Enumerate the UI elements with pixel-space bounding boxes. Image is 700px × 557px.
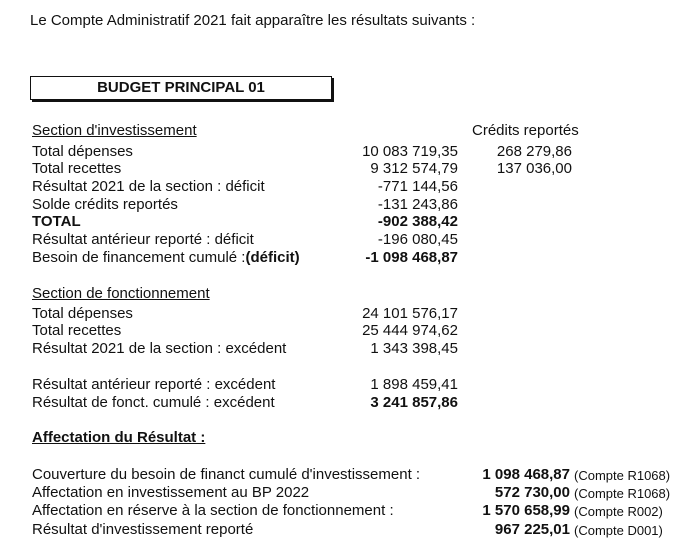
fonct-cumul-value: 3 241 857,86: [370, 394, 458, 411]
affectation-row-label: Résultat d'investissement reporté: [32, 521, 254, 538]
fonct-row-value: 24 101 576,17: [362, 305, 458, 322]
affectation-row-label: Couverture du besoin de financt cumulé d'investissement :: [32, 466, 421, 483]
invest-row-value: 9 312 574,79: [370, 160, 458, 177]
compte-ref: (Compte R1068): [574, 486, 671, 501]
affectation-row-label: Affectation en réserve à la section de fonctionnement :: [32, 502, 394, 519]
invest-total-value: -902 388,42: [377, 213, 458, 230]
intro-text: Le Compte Administratif 2021 fait apparaître les résultats suivants :: [30, 12, 476, 29]
fonct-row-value: 25 444 974,62: [362, 322, 458, 339]
fonct-row-value: 1 343 398,45: [370, 340, 458, 357]
invest-heading: Section d'investissement: [32, 122, 197, 139]
affectation-row-value: 967 225,01: [494, 521, 570, 538]
fonct-heading: Section de fonctionnement: [32, 285, 210, 302]
invest-row-label: Résultat 2021 de la section : déficit: [32, 178, 265, 195]
budget-title-box: BUDGET PRINCIPAL 01: [30, 76, 332, 100]
affectation-row-value: 1 098 468,87: [482, 466, 570, 483]
besoin-financement-text: Besoin de financement cumulé :: [32, 249, 246, 266]
affectation-row-label: Affectation en investissement au BP 2022: [32, 484, 310, 501]
invest-row-label: Solde crédits reportés: [32, 196, 178, 213]
credit-value: 137 036,00: [496, 160, 572, 177]
affectation-row-value: 1 570 658,99: [482, 502, 570, 519]
invest-row-value: -196 080,45: [377, 231, 458, 248]
invest-row-label: Résultat antérieur reporté : déficit: [32, 231, 254, 248]
invest-row-value: -131 243,86: [377, 196, 458, 213]
besoin-financement-label: [32, 249, 300, 266]
compte-ref: (Compte R1068): [574, 468, 671, 483]
invest-row-value: -771 144,56: [377, 178, 458, 195]
besoin-financement-value: -1 098 468,87: [365, 249, 458, 266]
invest-row-value: 10 083 719,35: [362, 143, 458, 160]
fonct-row-label: Résultat antérieur reporté : excédent: [32, 376, 276, 393]
fonct-row-label: Total recettes: [32, 322, 122, 339]
fonct-row-label: Résultat 2021 de la section : excédent: [32, 340, 287, 357]
credit-value: 268 279,86: [496, 143, 572, 160]
affectation-row-value: 572 730,00: [494, 484, 570, 501]
compte-ref: (Compte D001): [574, 523, 663, 538]
fonct-row-label: Résultat de fonct. cumulé : excédent: [32, 394, 275, 411]
credits-reportes-heading: Crédits reportés: [472, 122, 579, 139]
affectation-heading: Affectation du Résultat :: [32, 429, 206, 446]
invest-row-label: Total recettes: [32, 160, 122, 177]
deficit-text: (déficit): [245, 249, 300, 266]
invest-row-label: Total dépenses: [32, 143, 133, 160]
fonct-row-label: Total dépenses: [32, 305, 133, 322]
compte-ref: (Compte R002): [574, 504, 663, 519]
invest-total-label: TOTAL: [32, 213, 81, 230]
fonct-row-value: 1 898 459,41: [370, 376, 458, 393]
